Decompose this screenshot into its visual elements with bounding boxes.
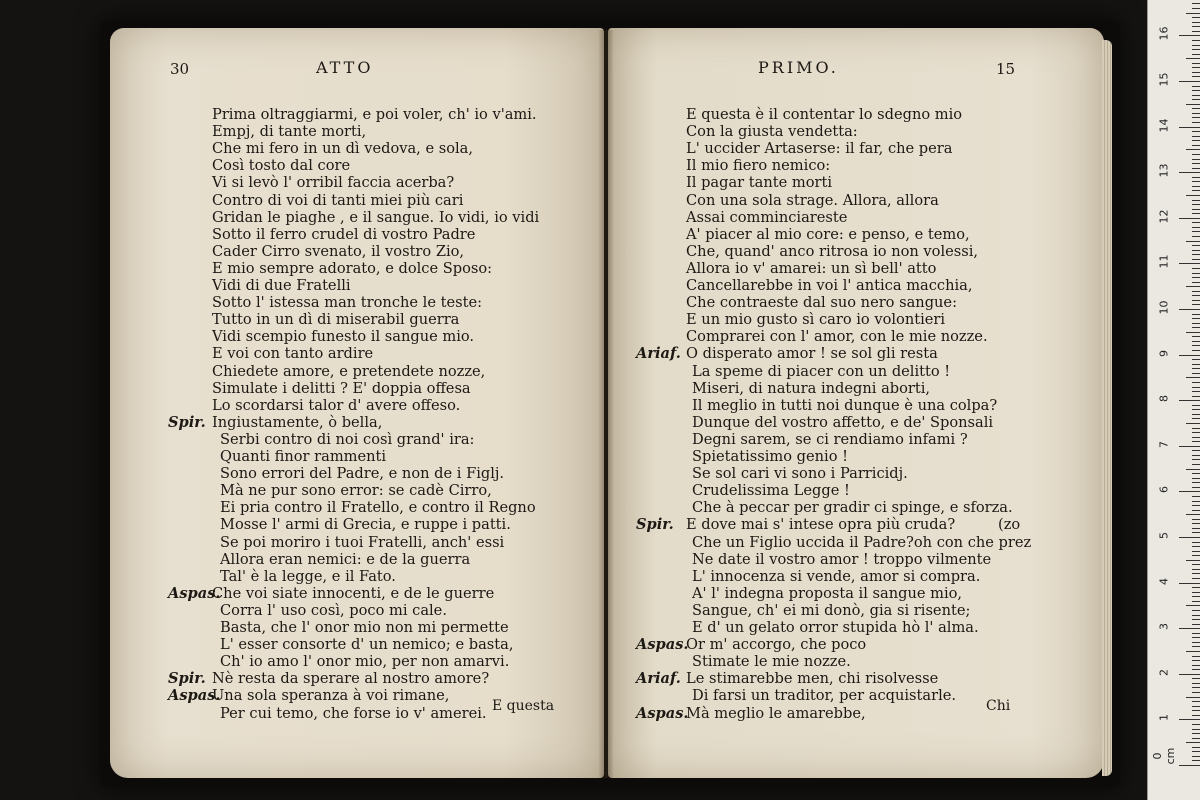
speaker-label: Aspas. bbox=[636, 704, 689, 722]
verse-line: Le stimarebbe men, chi risolvesse bbox=[686, 670, 939, 688]
verse-line: Il mio fiero nemico: bbox=[686, 157, 831, 175]
ruler-tick bbox=[1192, 710, 1200, 711]
ruler-tick bbox=[1192, 277, 1200, 278]
ruler-tick bbox=[1192, 692, 1200, 693]
ruler-tick bbox=[1179, 355, 1200, 356]
verse-line: Sangue, ch' ei mi donò, gia si risente; bbox=[692, 601, 971, 619]
ruler-tick bbox=[1192, 747, 1200, 748]
ruler-tick bbox=[1192, 610, 1200, 611]
ruler-tick bbox=[1192, 482, 1200, 483]
ruler-tick bbox=[1192, 437, 1200, 438]
ruler-tick bbox=[1192, 300, 1200, 301]
verse-line: Prima oltraggiarmi, e poi voler, ch' io v'ami. bbox=[212, 106, 537, 123]
verse-line: L' innocenza si vende, amor si compra. bbox=[692, 567, 981, 585]
ruler-tick bbox=[1192, 63, 1200, 64]
verse-line: Or m' accorgo, che poco bbox=[686, 636, 867, 654]
ruler-tick bbox=[1192, 200, 1200, 201]
ruler-tick bbox=[1192, 678, 1200, 679]
ruler-tick bbox=[1192, 90, 1200, 91]
ruler-tick bbox=[1186, 423, 1200, 424]
ruler-tick bbox=[1179, 172, 1200, 173]
ruler-tick bbox=[1179, 309, 1200, 310]
verse-line: Allora eran nemici: e de la guerra bbox=[220, 550, 471, 568]
ruler-tick bbox=[1192, 760, 1200, 761]
ruler-label: 2 bbox=[1157, 668, 1171, 676]
ruler-tick bbox=[1192, 441, 1200, 442]
ruler-tick bbox=[1192, 382, 1200, 383]
ruler-tick bbox=[1192, 637, 1200, 638]
verse-line: Nè resta da sperare al nostro amore? bbox=[212, 670, 490, 688]
verse-line: Chiedete amore, e pretendete nozze, bbox=[212, 362, 486, 380]
verse-line: A' piacer al mio core: e penso, e temo, bbox=[686, 225, 970, 243]
ruler-tick bbox=[1192, 715, 1200, 716]
ruler-tick bbox=[1192, 656, 1200, 657]
ruler-tick bbox=[1192, 501, 1200, 502]
speaker-label: Spir. bbox=[168, 670, 206, 688]
ruler-tick bbox=[1192, 405, 1200, 406]
verse-line: E voi con tanto ardire bbox=[212, 345, 374, 363]
verse-line: Corra l' uso così, poco mi cale. bbox=[220, 601, 447, 619]
left-catchword: E questa bbox=[492, 698, 555, 714]
ruler-tick bbox=[1192, 646, 1200, 647]
verse-line: Tutto in un dì di miserabil guerra bbox=[212, 311, 460, 329]
verse-line: Ingiustamente, ò bella, bbox=[212, 413, 383, 431]
verse-line: Degni sarem, se ci rendiamo infami ? bbox=[692, 430, 968, 448]
ruler-tick bbox=[1192, 168, 1200, 169]
ruler-tick bbox=[1192, 359, 1200, 360]
verse-line: Se poi moriro i tuoi Fratelli, anch' essi bbox=[220, 533, 505, 551]
ruler-tick bbox=[1179, 719, 1200, 720]
verse-line: E un mio gusto sì caro io volontieri bbox=[686, 311, 946, 329]
ruler-tick bbox=[1192, 136, 1200, 137]
ruler-tick bbox=[1192, 3, 1200, 4]
ruler-tick bbox=[1192, 40, 1200, 41]
ruler-tick bbox=[1192, 455, 1200, 456]
ruler-tick bbox=[1192, 227, 1200, 228]
ruler-tick bbox=[1192, 601, 1200, 602]
ruler-tick bbox=[1192, 573, 1200, 574]
ruler-tick bbox=[1179, 81, 1200, 82]
ruler-tick bbox=[1192, 364, 1200, 365]
ruler-tick bbox=[1186, 469, 1200, 470]
ruler-tick bbox=[1192, 336, 1200, 337]
ruler-label: 4 bbox=[1157, 577, 1171, 585]
ruler-tick bbox=[1186, 651, 1200, 652]
verse-line: Mà ne pur sono error: se cadè Cirro, bbox=[220, 482, 492, 500]
ruler-tick bbox=[1192, 181, 1200, 182]
ruler-tick bbox=[1179, 35, 1200, 36]
ruler-tick bbox=[1186, 377, 1200, 378]
ruler-tick bbox=[1192, 724, 1200, 725]
ruler-tick bbox=[1186, 195, 1200, 196]
ruler-tick bbox=[1179, 263, 1200, 264]
speaker-label: Spir. bbox=[636, 516, 674, 534]
ruler-tick bbox=[1192, 222, 1200, 223]
verse-line: Ei pria contro il Fratello, e contro il Regno bbox=[220, 499, 536, 517]
ruler-tick bbox=[1192, 186, 1200, 187]
speaker-label: Aspas. bbox=[168, 584, 221, 602]
ruler-tick bbox=[1192, 596, 1200, 597]
right-page bbox=[608, 28, 1104, 778]
ruler-tick bbox=[1179, 491, 1200, 492]
ruler-label: 14 bbox=[1157, 118, 1171, 133]
ruler-label: 15 bbox=[1157, 72, 1171, 87]
page-edges bbox=[1102, 40, 1112, 776]
ruler-tick bbox=[1192, 54, 1200, 55]
ruler-tick bbox=[1192, 496, 1200, 497]
ruler-tick bbox=[1192, 615, 1200, 616]
ruler-tick bbox=[1192, 687, 1200, 688]
ruler-tick bbox=[1192, 706, 1200, 707]
verse-line: A' l' indegna proposta il sangue mio, bbox=[692, 584, 963, 602]
ruler-label: 16 bbox=[1157, 26, 1171, 41]
ruler-tick bbox=[1192, 510, 1200, 511]
verse-line: Allora io v' amarei: un sì bell' atto bbox=[686, 259, 937, 277]
ruler-tick bbox=[1192, 669, 1200, 670]
ruler-tick bbox=[1192, 254, 1200, 255]
ruler-tick bbox=[1192, 473, 1200, 474]
ruler-tick bbox=[1192, 190, 1200, 191]
verse-line: Il pagar tante morti bbox=[686, 174, 833, 192]
ruler-tick bbox=[1192, 209, 1200, 210]
verse-line: E d' un gelato orror stupida hò l' alma. bbox=[692, 619, 979, 636]
ruler-tick bbox=[1186, 560, 1200, 561]
ruler-tick bbox=[1192, 231, 1200, 232]
ruler-tick bbox=[1192, 259, 1200, 260]
measuring-ruler bbox=[1147, 0, 1200, 800]
ruler-label: 11 bbox=[1157, 254, 1171, 269]
ruler-tick bbox=[1186, 149, 1200, 150]
ruler-tick bbox=[1186, 332, 1200, 333]
ruler-label: 7 bbox=[1157, 440, 1171, 448]
ruler-tick bbox=[1179, 583, 1200, 584]
verse-line: Basta, che l' onor mio non mi permette bbox=[220, 619, 509, 636]
ruler-tick bbox=[1192, 117, 1200, 118]
verse-line: Vidi di due Fratelli bbox=[212, 277, 351, 294]
verse-line: Che, quand' anco ritrosa io non volessi, bbox=[686, 242, 979, 260]
ruler-label: 5 bbox=[1157, 532, 1171, 539]
ruler-tick bbox=[1186, 13, 1200, 14]
ruler-tick bbox=[1192, 642, 1200, 643]
ruler-tick bbox=[1192, 665, 1200, 666]
ruler-tick bbox=[1192, 154, 1200, 155]
ruler-tick bbox=[1192, 432, 1200, 433]
ruler-tick bbox=[1192, 8, 1200, 9]
ruler-tick bbox=[1192, 268, 1200, 269]
ruler-tick bbox=[1192, 633, 1200, 634]
ruler-tick bbox=[1192, 95, 1200, 96]
ruler-label: 12 bbox=[1157, 209, 1171, 224]
ruler-tick bbox=[1192, 619, 1200, 620]
verse-line: Serbi contro di noi così grand' ira: bbox=[220, 430, 475, 448]
verse-line: Mà meglio le amarebbe, bbox=[686, 704, 866, 722]
ruler-tick bbox=[1192, 108, 1200, 109]
ruler-tick bbox=[1192, 542, 1200, 543]
ruler-label: 0 cm bbox=[1151, 747, 1177, 765]
ruler-tick bbox=[1192, 72, 1200, 73]
verse-line: Gridan le piaghe , e il sangue. Io vidi, io vidi bbox=[212, 208, 540, 226]
ruler-label: 1 bbox=[1157, 714, 1171, 722]
ruler-tick bbox=[1192, 373, 1200, 374]
speaker-label: Ariaf. bbox=[636, 670, 681, 688]
ruler-label: 3 bbox=[1157, 623, 1171, 631]
ruler-tick bbox=[1192, 546, 1200, 547]
ruler-tick bbox=[1192, 505, 1200, 506]
verse-line: Il meglio in tutti noi dunque è una colpa? bbox=[692, 396, 998, 414]
ruler-tick bbox=[1192, 327, 1200, 328]
ruler-tick bbox=[1192, 113, 1200, 114]
ruler-tick bbox=[1192, 564, 1200, 565]
ruler-tick bbox=[1192, 478, 1200, 479]
right-page-number: 15 bbox=[996, 60, 1016, 78]
ruler-tick bbox=[1192, 756, 1200, 757]
ruler-label: 8 bbox=[1157, 395, 1171, 403]
ruler-tick bbox=[1192, 523, 1200, 524]
ruler-tick bbox=[1192, 31, 1200, 32]
ruler-tick bbox=[1192, 624, 1200, 625]
ruler-tick bbox=[1192, 318, 1200, 319]
ruler-tick bbox=[1192, 86, 1200, 87]
ruler-tick bbox=[1186, 742, 1200, 743]
ruler-tick bbox=[1192, 76, 1200, 77]
ruler-tick bbox=[1192, 450, 1200, 451]
verse-line: Dunque del vostro affetto, e de' Sponsali bbox=[692, 413, 994, 431]
ruler-tick bbox=[1192, 519, 1200, 520]
ruler-label: 6 bbox=[1157, 486, 1171, 494]
right-catchword: Chi bbox=[986, 698, 1011, 714]
ruler-tick bbox=[1192, 273, 1200, 274]
ruler-tick bbox=[1192, 551, 1200, 552]
speaker-label: Aspas. bbox=[636, 636, 689, 654]
ruler-tick bbox=[1186, 697, 1200, 698]
right-page-header: PRIMO. bbox=[758, 58, 839, 77]
left-page-number: 30 bbox=[170, 60, 190, 78]
verse-line: E mio sempre adorato, e dolce Sposo: bbox=[212, 259, 493, 277]
verse-line: L' esser consorte d' un nemico; e basta, bbox=[220, 636, 514, 654]
verse-line: Con una sola strage. Allora, allora bbox=[686, 191, 939, 209]
ruler-tick bbox=[1192, 140, 1200, 141]
ruler-tick bbox=[1192, 396, 1200, 397]
verse-line: Simulate i delitti ? E' doppia offesa bbox=[212, 379, 471, 397]
left-page-header: ATTO bbox=[316, 58, 374, 77]
ruler-tick bbox=[1186, 241, 1200, 242]
ruler-tick bbox=[1192, 701, 1200, 702]
ruler-tick bbox=[1179, 400, 1200, 401]
ruler-tick bbox=[1186, 104, 1200, 105]
ruler-tick bbox=[1192, 250, 1200, 251]
verse-line: Assai comminciareste bbox=[686, 208, 848, 226]
ruler-tick bbox=[1192, 163, 1200, 164]
ruler-tick bbox=[1179, 446, 1200, 447]
ruler-tick bbox=[1179, 218, 1200, 219]
ruler-tick bbox=[1192, 204, 1200, 205]
verse-line: Che contraeste dal suo nero sangue: bbox=[686, 294, 957, 312]
verse-line: L' uccider Artaserse: il far, che pera bbox=[686, 140, 953, 158]
book-gutter bbox=[598, 30, 614, 778]
ruler-tick bbox=[1192, 304, 1200, 305]
ruler-tick bbox=[1192, 323, 1200, 324]
verse-line: Crudelissima Legge ! bbox=[692, 482, 850, 500]
verse-line: Così tosto dal core bbox=[212, 157, 351, 175]
verse-line: Vi si levò l' orribil faccia acerba? bbox=[212, 174, 455, 192]
speaker-label: Aspas. bbox=[168, 687, 221, 705]
ruler-tick bbox=[1192, 414, 1200, 415]
ruler-tick bbox=[1192, 569, 1200, 570]
ruler-tick bbox=[1192, 387, 1200, 388]
ruler-tick bbox=[1179, 537, 1200, 538]
ruler-tick bbox=[1192, 464, 1200, 465]
ruler-tick bbox=[1192, 291, 1200, 292]
ruler-tick bbox=[1192, 49, 1200, 50]
ruler-label: 13 bbox=[1157, 163, 1171, 178]
ruler-tick bbox=[1192, 67, 1200, 68]
verse-line: Lo scordarsi talor d' avere offeso. bbox=[212, 396, 461, 414]
ruler-tick bbox=[1192, 418, 1200, 419]
ruler-tick bbox=[1192, 409, 1200, 410]
ruler-tick bbox=[1186, 58, 1200, 59]
ruler-tick bbox=[1192, 733, 1200, 734]
ruler-tick bbox=[1192, 350, 1200, 351]
ruler-tick bbox=[1192, 683, 1200, 684]
verse-line: E dove mai s' intese opra più cruda? bbox=[686, 516, 956, 534]
ruler-tick bbox=[1192, 122, 1200, 123]
ruler-tick bbox=[1192, 578, 1200, 579]
ruler-tick bbox=[1192, 245, 1200, 246]
verse-line: Cancellarebbe in voi l' antica macchia, bbox=[686, 277, 973, 294]
ruler-tick bbox=[1192, 592, 1200, 593]
ruler-tick bbox=[1192, 22, 1200, 23]
ruler-tick bbox=[1192, 159, 1200, 160]
ruler-tick bbox=[1192, 555, 1200, 556]
ruler-tick bbox=[1192, 45, 1200, 46]
ruler-tick bbox=[1179, 628, 1200, 629]
verse-line: Miseri, di natura indegni aborti, bbox=[692, 379, 931, 397]
ruler-label: 9 bbox=[1157, 349, 1171, 357]
verse-line: Che à peccar per gradir ci spinge, e sforza. bbox=[692, 499, 1013, 517]
ruler-tick bbox=[1186, 514, 1200, 515]
ruler-tick bbox=[1179, 674, 1200, 675]
ruler-tick bbox=[1192, 528, 1200, 529]
verse-line: Una sola speranza à voi rimane, bbox=[212, 687, 450, 705]
ruler-tick bbox=[1186, 286, 1200, 287]
ruler-tick bbox=[1192, 99, 1200, 100]
ruler-tick bbox=[1192, 660, 1200, 661]
ruler-tick bbox=[1192, 487, 1200, 488]
ruler-tick bbox=[1192, 751, 1200, 752]
verse-line: Che mi fero in un dì vedova, e sola, bbox=[212, 140, 474, 158]
verse-line: Ne date il vostro amor ! troppo vilmente bbox=[692, 550, 992, 568]
verse-line: Che voi siate innocenti, e de le guerre bbox=[212, 584, 495, 602]
verse-line: La speme di piacer con un delitto ! bbox=[692, 362, 951, 380]
verse-line: Sono errori del Padre, e non de i Figlj. bbox=[220, 465, 505, 483]
verse-line: Stimate le mie nozze. bbox=[692, 653, 851, 671]
ruler-tick bbox=[1179, 127, 1200, 128]
ruler-tick bbox=[1192, 236, 1200, 237]
verse-line: Quanti finor rammenti bbox=[220, 448, 387, 465]
ruler-tick bbox=[1192, 17, 1200, 18]
verse-line: Se sol cari vi sono i Parricidj. bbox=[692, 465, 908, 483]
ruler-tick bbox=[1179, 765, 1200, 766]
ruler-tick bbox=[1192, 738, 1200, 739]
verse-line: Che un Figlio uccida il Padre?oh con che prez bbox=[692, 533, 1032, 551]
ruler-tick bbox=[1192, 391, 1200, 392]
ruler-tick bbox=[1192, 145, 1200, 146]
ruler-tick bbox=[1192, 213, 1200, 214]
ruler-tick bbox=[1192, 587, 1200, 588]
ruler-tick bbox=[1192, 368, 1200, 369]
verse-line: Sotto l' istessa man tronche le teste: bbox=[212, 294, 483, 312]
ruler-tick bbox=[1192, 341, 1200, 342]
ruler-tick bbox=[1192, 177, 1200, 178]
verse-line: Contro di voi di tanti miei più cari bbox=[212, 191, 464, 209]
verse-line: Di farsi un traditor, per acquistarle. bbox=[692, 687, 957, 705]
ruler-label: 10 bbox=[1157, 300, 1171, 315]
verse-line: Tal' è la legge, e il Fato. bbox=[220, 567, 396, 585]
verse-line: Mosse l' armi di Grecia, e ruppe i patti. bbox=[220, 516, 511, 534]
ruler-tick bbox=[1192, 459, 1200, 460]
ruler-tick bbox=[1192, 314, 1200, 315]
verse-line: O disperato amor ! se sol gli resta bbox=[686, 345, 938, 363]
verse-line: E questa è il contentar lo sdegno mio bbox=[686, 106, 963, 123]
verse-line: Ch' io amo l' onor mio, per non amarvi. bbox=[220, 653, 510, 671]
verse-line: Sotto il ferro crudel di vostro Padre bbox=[212, 225, 476, 243]
ruler-tick bbox=[1192, 345, 1200, 346]
verse-line: Spietatissimo genio ! bbox=[692, 448, 848, 465]
ruler-tick bbox=[1192, 428, 1200, 429]
verse-line: Comprarei con l' amor, con le mie nozze. bbox=[686, 328, 988, 346]
verse-line: Cader Cirro svenato, il vostro Zio, bbox=[212, 242, 465, 260]
ruler-tick bbox=[1192, 282, 1200, 283]
ruler-tick bbox=[1192, 729, 1200, 730]
ruler-tick bbox=[1192, 26, 1200, 27]
ruler-tick bbox=[1192, 532, 1200, 533]
left-page bbox=[110, 28, 604, 778]
ruler-tick bbox=[1192, 295, 1200, 296]
speaker-label: Spir. bbox=[168, 413, 206, 431]
verse-line: Per cui temo, che forse io v' amerei. bbox=[220, 704, 487, 722]
ruler-tick bbox=[1186, 605, 1200, 606]
verse-line: Empj, di tante morti, bbox=[212, 123, 367, 141]
ruler-tick bbox=[1192, 131, 1200, 132]
speaker-label: Ariaf. bbox=[636, 345, 681, 363]
verse-line: Con la giusta vendetta: bbox=[686, 123, 858, 141]
verse-line: Vidi scempio funesto il sangue mio. bbox=[212, 328, 475, 346]
verse-line-tail: (zo bbox=[998, 516, 1021, 534]
